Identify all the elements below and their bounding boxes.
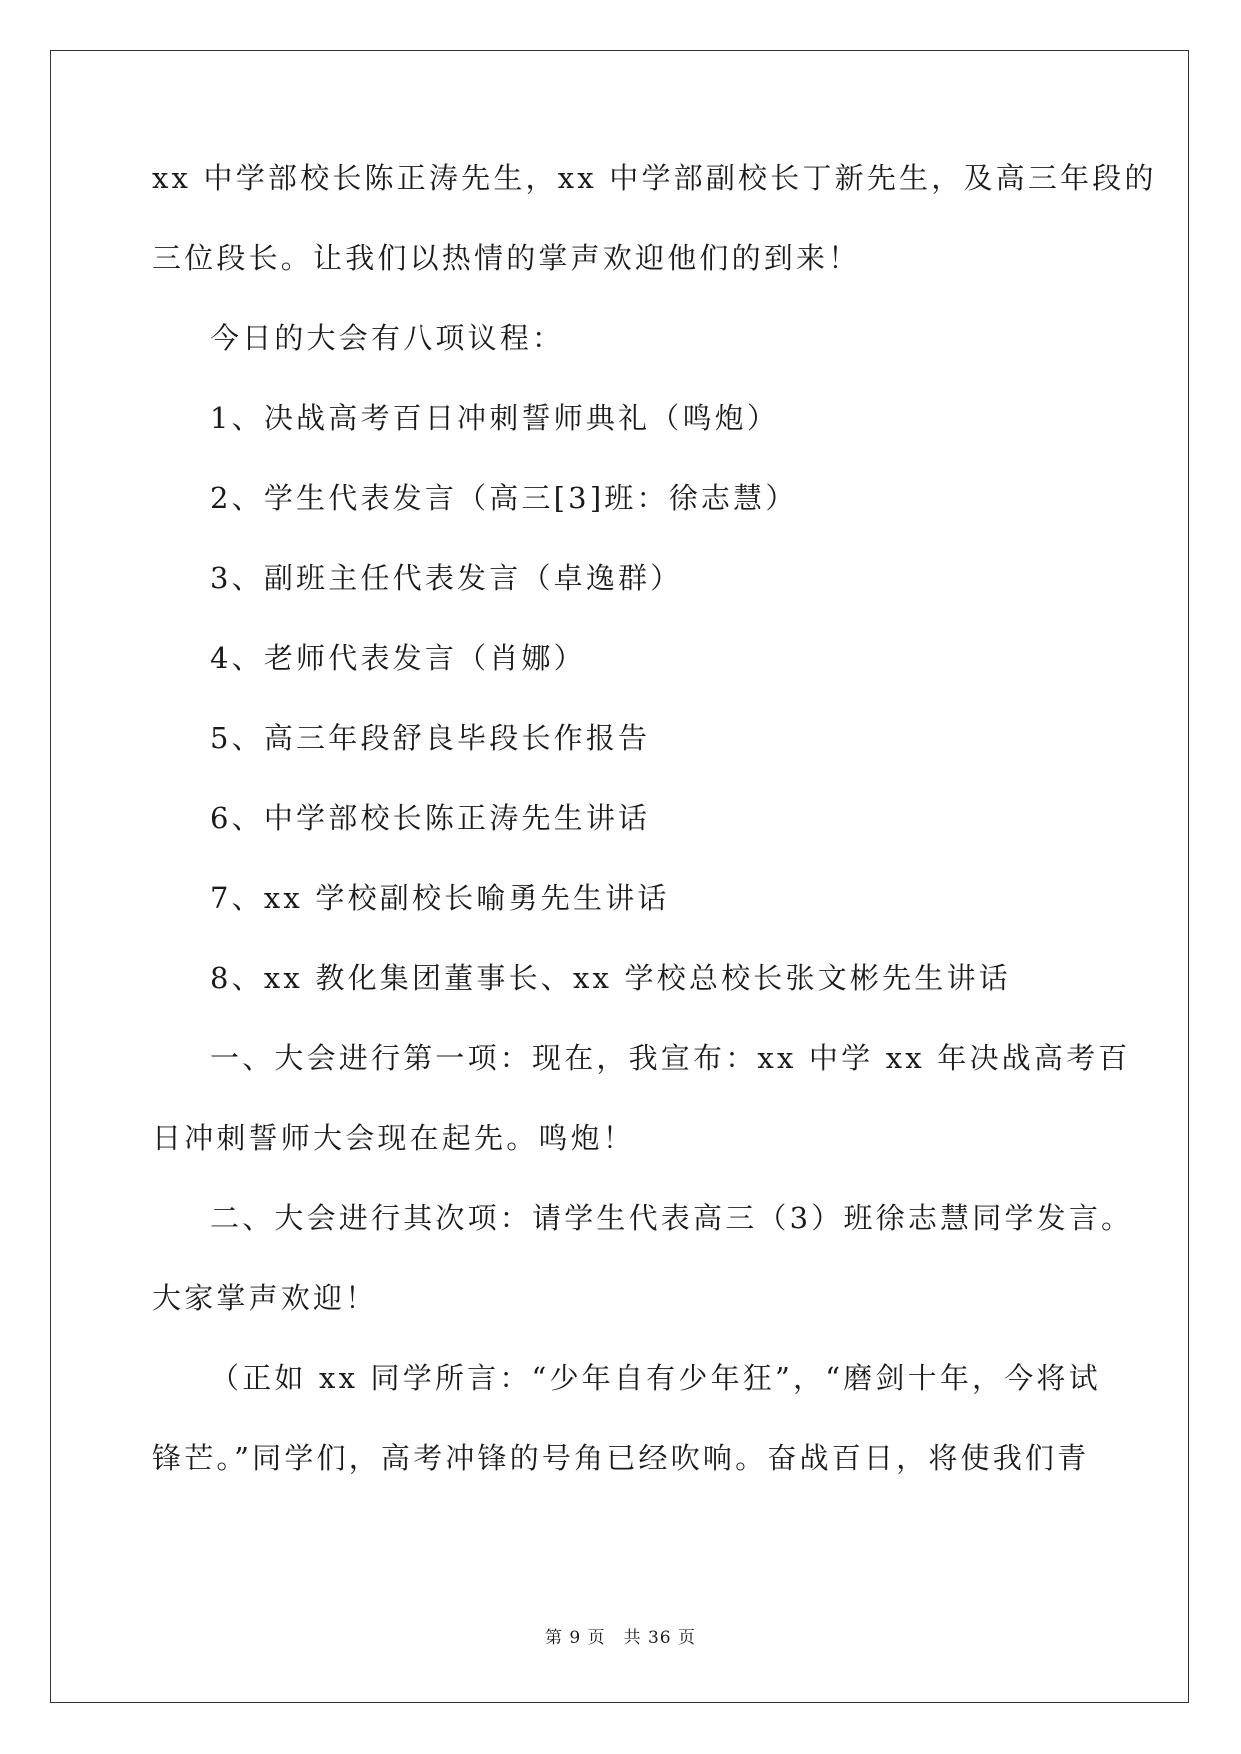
agenda-item: 4、老师代表发言（肖娜） — [210, 641, 586, 675]
agenda-item: 3、副班主任代表发言（卓逸群） — [210, 561, 683, 595]
text-line: 二、大会进行其次项：请学生代表高三（3）班徐志慧同学发言。 — [210, 1201, 1134, 1235]
text-line: （正如 xx 同学所言：“少年自有少年狂”，“磨剑十年，今将试 — [210, 1361, 1101, 1395]
text-line: 三位段长。让我们以热情的掌声欢迎他们的到来！ — [152, 241, 861, 275]
text-line: 锋芒。”同学们，高考冲锋的号角已经吹响。奋战百日，将使我们青 — [152, 1441, 1090, 1475]
text-line: 大家掌声欢迎！ — [152, 1281, 378, 1315]
page-number: 第 9 页 — [544, 1628, 606, 1648]
agenda-item: 5、高三年段舒良毕段长作报告 — [210, 721, 651, 755]
agenda-item: 7、xx 学校副校长喻勇先生讲话 — [210, 881, 670, 915]
page-footer — [0, 1623, 1241, 1648]
agenda-item: 8、xx 教化集团董事长、xx 学校总校长张文彬先生讲话 — [210, 961, 1011, 995]
text-line: xx 中学部校长陈正涛先生，xx 中学部副校长丁新先生，及高三年段的 — [152, 161, 1157, 195]
agenda-item: 1、决战高考百日冲刺誓师典礼（鸣炮） — [210, 401, 780, 435]
agenda-item: 2、学生代表发言（高三[3]班：徐志慧） — [210, 481, 798, 515]
page-total: 共 36 页 — [623, 1628, 697, 1648]
agenda-item: 6、中学部校长陈正涛先生讲话 — [210, 801, 651, 835]
text-line: 今日的大会有八项议程： — [210, 321, 565, 355]
text-line: 日冲刺誓师大会现在起先。鸣炮！ — [152, 1121, 636, 1155]
text-line: 一、大会进行第一项：现在，我宣布：xx 中学 xx 年决战高考百 — [210, 1041, 1131, 1075]
